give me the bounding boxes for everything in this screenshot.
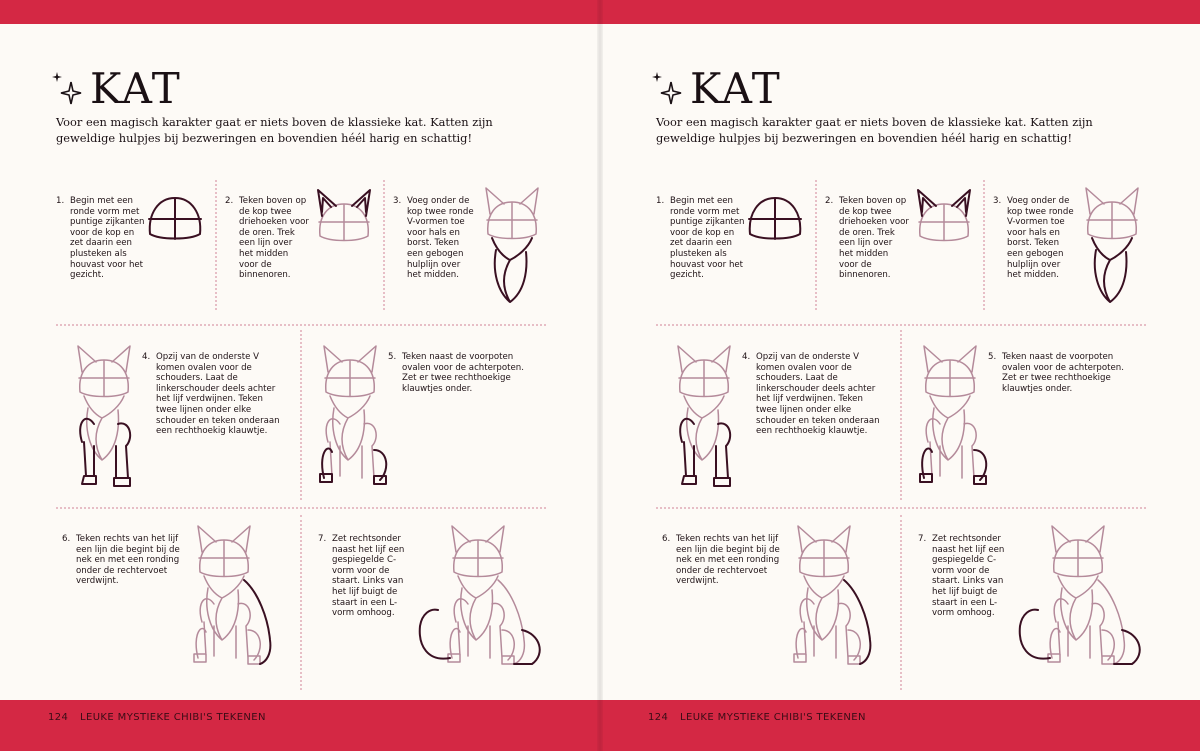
step-number: 3.	[993, 196, 1002, 206]
cat-figure-step-1	[746, 194, 804, 246]
grid-divider	[656, 324, 1146, 326]
cat-figure-step-6	[192, 522, 280, 668]
grid-divider	[300, 330, 302, 500]
cat-figure-step-4	[672, 342, 736, 488]
step-text: Teken boven op de kop twee driehoeken voor de oren. Trek een lijn over het midden voor de binnenoren.	[239, 196, 309, 281]
page-number: 124	[648, 712, 669, 723]
step-number: 6.	[62, 534, 71, 544]
step-text: Begin met een ronde vorm met puntige zijkanten voor de kop en zet daarin een plusteken als houvast voor het gezicht.	[70, 196, 145, 281]
cat-figure-step-7	[1016, 522, 1146, 668]
grid-divider	[56, 507, 546, 509]
step-text: Opzij van de onderste V komen ovalen voor de schouders. Laat de linkerschouder deels achter het lijf verdwijnen. Teken twee lijnen onder elke schouder en teken onderaan een rechthoekig klauwtje.	[156, 352, 280, 437]
step-text: Voeg onder de kop twee ronde V-vormen toe voor hals en borst. Teken een gebogen hulplijn over het midden.	[1007, 196, 1074, 281]
step-number: 7.	[318, 534, 327, 544]
step-number: 5.	[388, 352, 397, 362]
step-number: 7.	[918, 534, 927, 544]
step-text: Begin met een ronde vorm met puntige zijkanten voor de kop en zet daarin een plusteken als houvast voor het gezicht.	[670, 196, 745, 281]
grid-divider	[215, 180, 217, 310]
book-gutter	[597, 0, 603, 751]
cat-figure-step-2	[912, 186, 976, 250]
step-text: Teken naast de voorpoten ovalen voor de achterpoten. Zet er twee rechthoekige klauwtjes onder.	[402, 352, 524, 394]
step-text: Teken naast de voorpoten ovalen voor de achterpoten. Zet er twee rechthoekige klauwtjes onder.	[1002, 352, 1124, 394]
cat-figure-step-6	[792, 522, 880, 668]
page-number: 124	[48, 712, 69, 723]
right-page	[600, 0, 1200, 751]
step-number: 4.	[742, 352, 751, 362]
cat-figure-step-3	[1080, 184, 1144, 306]
step-text: Teken rechts van het lijf een lijn die begint bij de nek en met een ronding onder de rechtervoet verdwijnt.	[676, 534, 780, 587]
cat-figure-step-7	[416, 522, 546, 668]
step-text: Zet rechtsonder naast het lijf een gespiegelde C-vorm voor de staart. Links van het lijf buigt de staart in een L-vorm omhoog.	[932, 534, 1005, 619]
running-footer-title: LEUKE MYSTIEKE CHIBI'S TEKENEN	[680, 712, 866, 723]
step-text: Opzij van de onderste V komen ovalen voor de schouders. Laat de linkerschouder deels achter het lijf verdwijnen. Teken twee lijnen onder elke schouder en teken onderaan een rechthoekig klauwtje.	[756, 352, 880, 437]
grid-divider	[383, 180, 385, 310]
grid-divider	[900, 515, 902, 690]
step-number: 2.	[825, 196, 834, 206]
step-number: 6.	[662, 534, 671, 544]
grid-divider	[656, 507, 1146, 509]
step-number: 1.	[656, 196, 665, 206]
grid-divider	[56, 324, 546, 326]
step-number: 3.	[393, 196, 402, 206]
step-number: 2.	[225, 196, 234, 206]
step-number: 1.	[56, 196, 65, 206]
step-text: Zet rechtsonder naast het lijf een gespiegelde C-vorm voor de staart. Links van het lijf buigt de staart in een L-vorm omhoog.	[332, 534, 405, 619]
intro-text: Voor een magisch karakter gaat er niets boven de klassieke kat. Katten zijn geweldige hulpjes bij bezweringen en bovendien héél harig en schattig!	[656, 115, 1093, 145]
page-title: KAT	[90, 64, 182, 113]
cat-figure-step-4	[72, 342, 136, 488]
grid-divider	[815, 180, 817, 310]
sparkle-icon	[52, 70, 82, 106]
cat-figure-step-2	[312, 186, 376, 250]
running-footer-title: LEUKE MYSTIEKE CHIBI'S TEKENEN	[80, 712, 266, 723]
grid-divider	[900, 330, 902, 500]
cat-figure-step-3	[480, 184, 544, 306]
grid-divider	[983, 180, 985, 310]
cat-figure-step-5	[918, 342, 988, 488]
intro-text: Voor een magisch karakter gaat er niets boven de klassieke kat. Katten zijn geweldige hulpjes bij bezweringen en bovendien héél harig en schattig!	[56, 115, 493, 145]
step-number: 4.	[142, 352, 151, 362]
sparkle-icon	[652, 70, 682, 106]
grid-divider	[300, 515, 302, 690]
step-text: Teken boven op de kop twee driehoeken voor de oren. Trek een lijn over het midden voor de binnenoren.	[839, 196, 909, 281]
step-text: Voeg onder de kop twee ronde V-vormen toe voor hals en borst. Teken een gebogen hulplijn over het midden.	[407, 196, 474, 281]
cat-figure-step-1	[146, 194, 204, 246]
cat-figure-step-5	[318, 342, 388, 488]
page-title: KAT	[690, 64, 782, 113]
step-text: Teken rechts van het lijf een lijn die begint bij de nek en met een ronding onder de rechtervoet verdwijnt.	[76, 534, 180, 587]
step-number: 5.	[988, 352, 997, 362]
